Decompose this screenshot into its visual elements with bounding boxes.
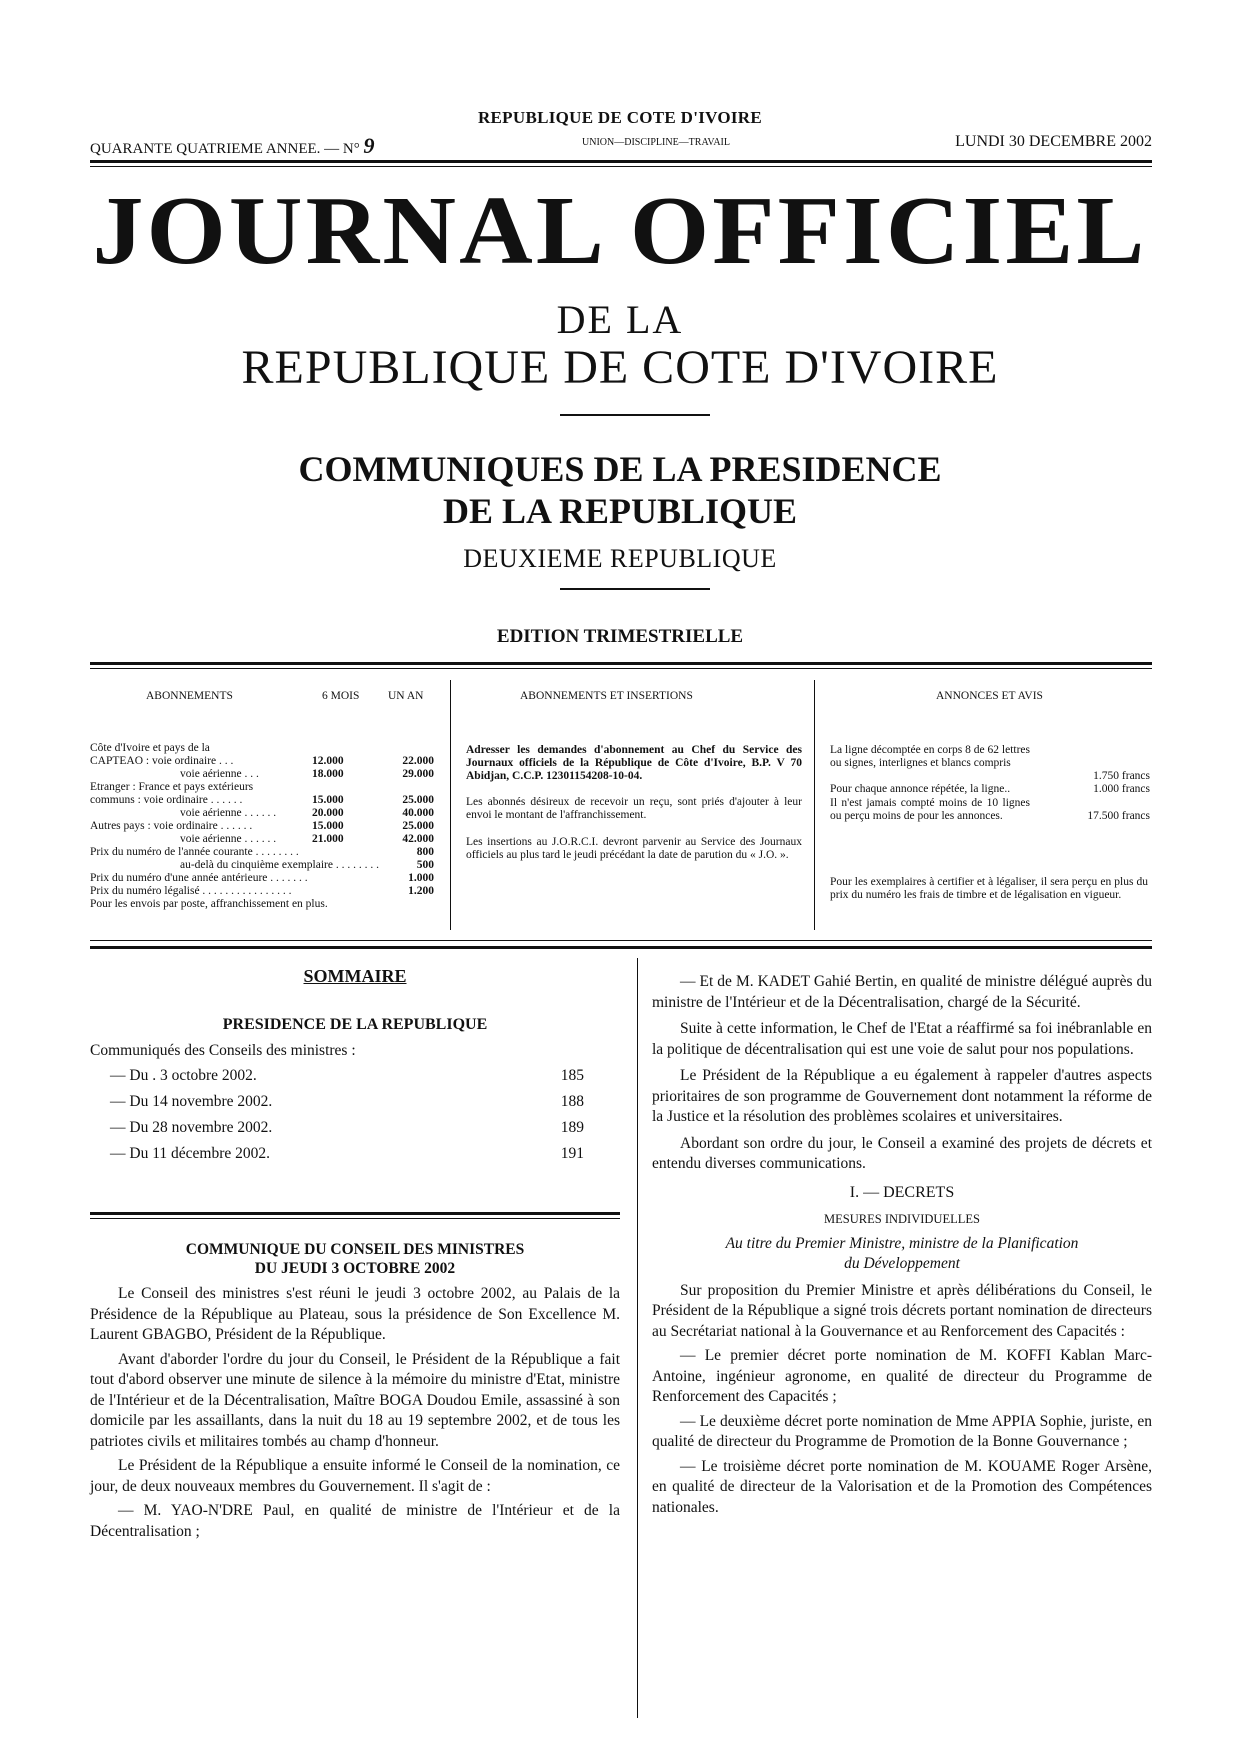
annonces-head: ANNONCES ET AVIS <box>936 690 1043 702</box>
republic-header: REPUBLIQUE DE COTE D'IVOIRE <box>477 108 763 127</box>
sommaire-section-title: PRESIDENCE DE LA REPUBLIQUE <box>222 1015 488 1033</box>
box-bottom-rule-thin <box>90 940 1152 941</box>
right-paragraph: Le Président de la République a eu également à rappeler d'autres aspects prioritaires de son programme de Gouvernement dont notamment la réforme de la Justice et la résolution des problèmes scolaires et universitaires. <box>652 1067 1152 1125</box>
communique-paragraph: — M. YAO-N'DRE Paul, en qualité de ministre de l'Intérieur et de la Décentralisation ; <box>90 1502 620 1540</box>
abonnement-un-an: 40.000 <box>402 807 434 819</box>
communiques-line1: COMMUNIQUES DE LA PRESIDENCE <box>298 449 942 489</box>
de-la: DE LA <box>556 297 684 342</box>
annonces-minimum-text: Il n'est jamais compté moins de 10 lignes ou perçu moins de pour les annonces. <box>830 797 1030 822</box>
communique-title-line2: DU JEUDI 3 OCTOBRE 2002 <box>254 1260 456 1277</box>
abonnement-un-an: 42.000 <box>402 833 434 845</box>
box-separator <box>450 680 451 930</box>
issue-date: LUNDI 30 DECEMBRE 2002 <box>955 133 1152 150</box>
annonces-line-price: 1.750 francs <box>1093 770 1150 782</box>
journal-title: JOURNAL OFFICIEL <box>92 177 1148 285</box>
abonnement-label: voie aérienne . . . . . . <box>180 833 277 845</box>
abonnement-label: voie aérienne . . . . . . <box>180 807 277 819</box>
insertions-deadline: Les insertions au J.O.R.C.I. devront parvenir au Service des Journaux officiels au plus tard le jeudi précédant la date de parution du « J.O. ». <box>466 836 802 861</box>
abonnements-head: ABONNEMENTS <box>146 690 233 702</box>
abonnement-six-mois: 12.000 <box>312 755 344 767</box>
au-titre-heading <box>652 1234 1152 1275</box>
abonnement-label: Etranger : France et pays extérieurs <box>90 781 254 793</box>
abonnement-six-mois: 15.000 <box>312 794 344 806</box>
abonnement-un-an: 800 <box>416 846 434 858</box>
decrets-heading: I. — DECRETS <box>849 1183 955 1201</box>
abonnement-label: communs : voie ordinaire . . . . . . <box>90 794 243 806</box>
sommaire-item <box>90 1144 584 1166</box>
abonnement-label: Autres pays : voie ordinaire . . . . . . <box>90 820 253 832</box>
sommaire-item-page: 189 <box>560 1118 584 1136</box>
abonnement-label: Pour les envois par poste, affranchissement en plus. <box>90 898 328 910</box>
divider <box>560 588 710 590</box>
sommaire-item-page: 191 <box>560 1144 584 1162</box>
abonnement-six-mois: 20.000 <box>312 807 344 819</box>
annonces-minimum-price: 17.500 francs <box>1087 810 1150 822</box>
abonnement-un-an: 1.000 <box>408 872 434 884</box>
right-paragraph: Abordant son ordre du jour, le Conseil a examiné des projets de décrets et entendu diverses communications. <box>652 1134 1152 1172</box>
sommaire-item-label: — Du . 3 octobre 2002. <box>110 1066 257 1084</box>
sommaire-title: SOMMAIRE <box>303 966 407 986</box>
communique-title <box>90 1240 620 1278</box>
sommaire-rule-thin <box>90 1218 620 1219</box>
right-paragraph: Suite à cette information, le Chef de l'Etat a réaffirmé sa foi inébranlable en la politique de décentralisation qui est une voie de salut pour nos populations. <box>652 1020 1152 1058</box>
abonnement-un-an: 29.000 <box>402 768 434 780</box>
sommaire-item-page: 185 <box>560 1066 584 1084</box>
annonces-repeat-price: 1.000 francs <box>1093 783 1150 795</box>
abonnement-un-an: 22.000 <box>402 755 434 767</box>
sommaire-item <box>90 1066 584 1088</box>
abonnement-label: Prix du numéro légalisé . . . . . . . . . . . . . . . . <box>90 885 292 897</box>
masthead-rule <box>90 160 1152 163</box>
right-column <box>652 972 1152 1518</box>
communique-title-line1: COMMUNIQUE DU CONSEIL DES MINISTRES <box>185 1241 525 1258</box>
republic-title: REPUBLIQUE DE COTE D'IVOIRE <box>241 341 999 394</box>
issue-line <box>90 133 1152 158</box>
column-divider <box>637 958 638 1718</box>
sommaire-intro: Communiqués des Conseils des ministres : <box>90 1042 356 1059</box>
divider <box>560 414 710 416</box>
sommaire-rule <box>90 1212 620 1215</box>
box-separator <box>814 680 815 930</box>
communique-paragraph: Le Conseil des ministres s'est réuni le jeudi 3 octobre 2002, au Palais de la Présidence de la République au Plateau, sous la présidence de Son Excellence M. Laurent GBAGBO, Président de la République. <box>90 1285 620 1343</box>
right-paragraph: — Et de M. KADET Gahié Bertin, en qualité de ministre délégué auprès du ministre de l'Intérieur et de la Décentralisation, chargé de la Sécurité. <box>652 973 1152 1011</box>
six-mois-head: 6 MOIS <box>322 690 360 702</box>
au-titre-line1: Au titre du Premier Ministre, ministre de la Planification <box>725 1234 1079 1252</box>
communique-section <box>90 1240 620 1542</box>
subscription-box <box>90 680 1152 938</box>
right-paragraph: — Le troisième décret porte nomination de M. KOUAME Roger Arsène, en qualité de directeur de la Valorisation et de la Promotion des Compétences nationales. <box>652 1457 1152 1516</box>
edition-label: EDITION TRIMESTRIELLE <box>496 626 744 647</box>
masthead-rule-thin <box>90 166 1152 167</box>
abonnement-un-an: 500 <box>416 859 434 871</box>
abonnement-un-an: 1.200 <box>408 885 434 897</box>
sommaire-list <box>90 1066 620 1170</box>
annonces-certification: Pour les exemplaires à certifier et à légaliser, il sera perçu en plus du prix du numéro les frais de timbre et de légalisation en vigueur. <box>830 876 1148 901</box>
annonces-repeat-text: Pour chaque annonce répétée, la ligne.. <box>830 783 1011 795</box>
right-paragraph: — Le premier décret porte nomination de M. KOFFI Kablan Marc-Antoine, ingénieur agronome, en qualité de directeur du Programme de Renforcement des Capacités ; <box>652 1347 1152 1405</box>
box-top-rule-thin <box>90 668 1152 669</box>
communique-paragraph: Avant d'aborder l'ordre du jour du Conseil, le Président de la République a fait tout d'abord observer une minute de silence à la mémoire du ministre d'Etat, ministre de l'Intérieur et de la Décentralisation, Maître BOGA Doudou Emile, assassiné à son domicile par les assaillants, dans la nuit du 18 au 19 septembre 2002, et de tous les patriotes civils et militaires tombés au champ d'honneur. <box>90 1350 620 1450</box>
abonnement-label: Prix du numéro de l'année courante . . . . . . . . <box>90 846 299 858</box>
annonces-line-text: La ligne décomptée en corps 8 de 62 lettres ou signes, interlignes et blancs compris <box>830 744 1030 769</box>
abonnement-label: Côte d'Ivoire et pays de la <box>90 742 210 754</box>
communiques-line2: DE LA REPUBLIQUE <box>442 491 798 531</box>
right-paragraph: Sur proposition du Premier Ministre et après délibérations du Conseil, le Président de la République a signé trois décrets portant nomination de directeurs au Secrétariat national à la Gouvernance et au Renforcement des Capacités : <box>652 1281 1152 1340</box>
mesures-heading: MESURES INDIVIDUELLES <box>824 1212 980 1226</box>
motto: UNION—DISCIPLINE—TRAVAIL <box>582 137 730 148</box>
abonnement-label: Prix du numéro d'une année antérieure . . . . . . . <box>90 872 308 884</box>
sommaire-section <box>90 966 620 1170</box>
insertions-address: Adresser les demandes d'abonnement au Chef du Service des Journaux officiels de la République de Côte d'Ivoire, B.P. V 70 Abidjan, C.C.P. 12301154208-10-04. <box>466 744 802 782</box>
sommaire-item <box>90 1092 584 1114</box>
sommaire-item-label: — Du 14 novembre 2002. <box>110 1092 273 1110</box>
au-titre-line2: du Développement <box>844 1255 960 1272</box>
insertions-receipt: Les abonnés désireux de recevoir un reçu, sont priés d'ajouter à leur envoi le montant de l'affranchissement. <box>466 796 802 821</box>
un-an-head: UN AN <box>388 690 424 702</box>
abonnement-label: CAPTEAO : voie ordinaire . . . <box>90 755 234 767</box>
right-paragraph: — Le deuxième décret porte nomination de Mme APPIA Sophie, juriste, en qualité de directeur du Programme de Promotion de la Bonne Gouvernance ; <box>652 1412 1152 1450</box>
sommaire-item-label: — Du 11 décembre 2002. <box>110 1144 270 1162</box>
deuxieme-republique: DEUXIEME REPUBLIQUE <box>463 544 777 573</box>
issue-number: 9 <box>363 133 375 158</box>
sommaire-item-page: 188 <box>560 1092 584 1110</box>
box-bottom-rule <box>90 946 1152 949</box>
abonnement-un-an: 25.000 <box>402 794 434 806</box>
abonnement-six-mois: 15.000 <box>312 820 344 832</box>
insertions-head: ABONNEMENTS ET INSERTIONS <box>520 690 693 702</box>
communiques-title <box>0 448 1240 532</box>
abonnement-six-mois: 18.000 <box>312 768 344 780</box>
sommaire-item <box>90 1118 584 1140</box>
box-top-rule <box>90 662 1152 665</box>
abonnement-six-mois: 21.000 <box>312 833 344 845</box>
abonnement-label: au-delà du cinquième exemplaire . . . . . . . . <box>180 859 379 871</box>
abonnement-un-an: 25.000 <box>402 820 434 832</box>
year-label: QUARANTE QUATRIEME ANNEE. — N° <box>90 141 360 157</box>
abonnement-label: voie aérienne . . . <box>180 768 259 780</box>
sommaire-item-label: — Du 28 novembre 2002. <box>110 1118 273 1136</box>
communique-paragraph: Le Président de la République a ensuite informé le Conseil de la nomination, ce jour, de deux nouveaux membres du Gouvernement. Il s'agit de : <box>90 1457 620 1495</box>
